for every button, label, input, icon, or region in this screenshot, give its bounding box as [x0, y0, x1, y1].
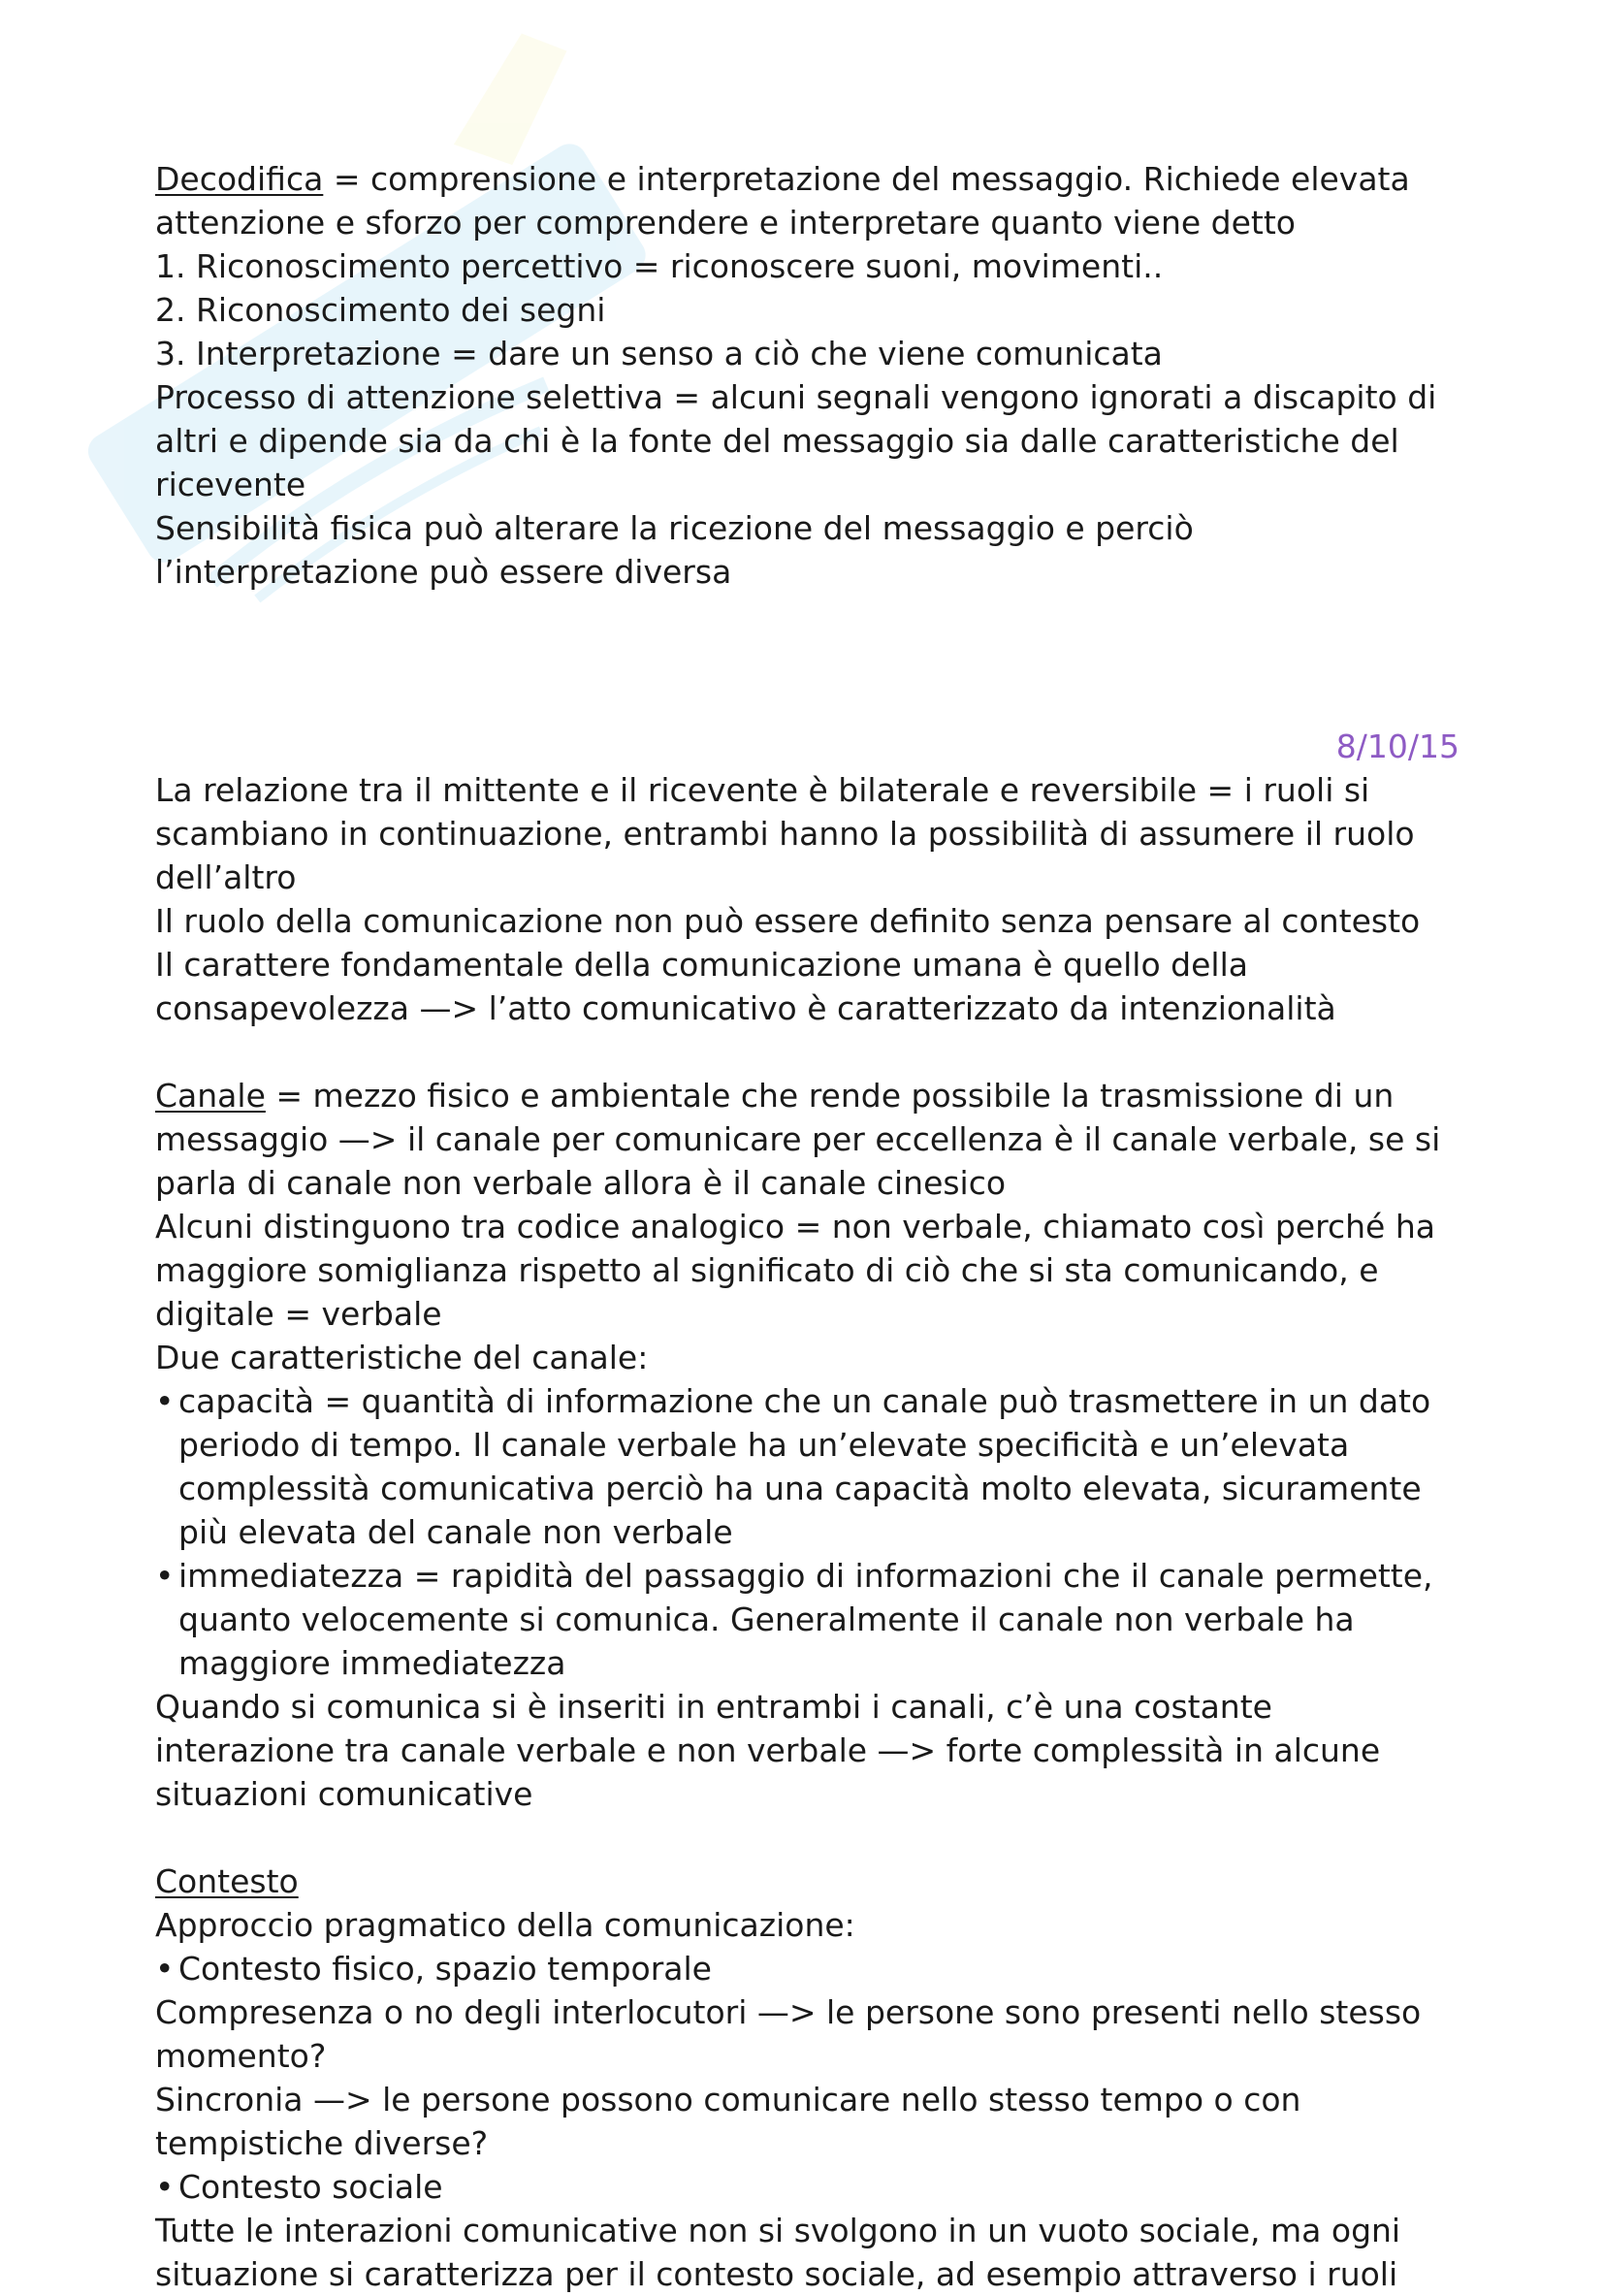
contesto-paragraph	[155, 1859, 1460, 1903]
bullet-immediatezza	[155, 1554, 1460, 1685]
bullet-dot-icon: •	[155, 1557, 175, 1595]
bullet-capacita	[155, 1379, 1460, 1554]
canale-lead: = mezzo fisico e ambientale che rende possibile la trasmissione di un messaggio —> il canale per comunicare per eccellenza è il canale verbale, se si parla di canale non verbale allora è il canale cinesico	[155, 1077, 1441, 1202]
bullet-dot-icon: •	[155, 1950, 175, 1988]
decodifica-line-1: 1. Riconoscimento percettivo = riconoscere suoni, movimenti..	[155, 247, 1164, 285]
compresenza-text: Compresenza o no degli interlocutori —> le persone sono presenti nello stesso momento?	[155, 1993, 1422, 2075]
attenzione-selettiva-text: Processo di attenzione selettiva = alcuni segnali vengono ignorati a discapito di altri e dipende sia da chi è la fonte del messaggio sia dalle caratteristiche del ricevente	[155, 378, 1437, 503]
relazione-text: La relazione tra il mittente e il ricevente è bilaterale e reversibile = i ruoli si scambiano in continuazione, entrambi hanno la possibilità di assumere il ruolo dell’altro	[155, 771, 1415, 896]
decodifica-lead: = comprensione e interpretazione del messaggio. Richiede elevata attenzione e sforzo per comprendere e interpretare quanto viene detto	[155, 160, 1410, 242]
decodifica-line-2: 2. Riconoscimento dei segni	[155, 291, 606, 329]
bullet-immediatezza-text: immediatezza = rapidità del passaggio di informazioni che il canale permette, quanto velocemente si comunica. Generalmente il canale non verbale ha maggiore immediatezza	[178, 1557, 1433, 1682]
canale-closing-text: Quando si comunica si è inseriti in entrambi i canali, c’è una costante interazione tra canale verbale e non verbale —> forte complessità in alcune situazioni comunicative	[155, 1688, 1381, 1813]
approccio-pragmatico-text: Approccio pragmatico della comunicazione:	[155, 1906, 855, 1944]
bullet-contesto-fisico-text: Contesto fisico, spazio temporale	[178, 1950, 712, 1988]
bullet-contesto-sociale-text: Contesto sociale	[178, 2168, 443, 2206]
notes-page	[155, 157, 1460, 2296]
contesto-heading: Contesto	[155, 1862, 299, 1900]
decodifica-paragraph	[155, 157, 1460, 244]
bullet-contesto-sociale	[155, 2165, 1460, 2209]
decodifica-heading: Decodifica	[155, 160, 324, 198]
caratteristiche-canale-text: Due caratteristiche del canale:	[155, 1339, 649, 1376]
note-date: 8/10/15	[1335, 728, 1460, 765]
canale-paragraph	[155, 1074, 1460, 1205]
sensibilita-fisica-text: Sensibilità fisica può alterare la ricezione del messaggio e perciò l’interpretazione può essere diversa	[155, 509, 1194, 591]
interazioni-comunicative-text: Tutte le interazioni comunicative non si svolgono in un vuoto sociale, ma ogni situazione si caratterizza per il contesto sociale, ad esempio attraverso i ruoli	[155, 2212, 1401, 2293]
canale-heading: Canale	[155, 1077, 266, 1115]
decodifica-line-3: 3. Interpretazione = dare un senso a ciò che viene comunicata	[155, 335, 1163, 372]
bullet-dot-icon: •	[155, 1382, 175, 1420]
sincronia-text: Sincronia —> le persone possono comunicare nello stesso tempo o con tempistiche diverse?	[155, 2081, 1301, 2162]
ruolo-comunicazione-text: Il ruolo della comunicazione non può essere definito senza pensare al contesto	[155, 902, 1421, 940]
carattere-fondamentale-text: Il carattere fondamentale della comunicazione umana è quello della consapevolezza —> l’atto comunicativo è caratterizzato da intenzionalità	[155, 946, 1336, 1027]
bullet-contesto-fisico	[155, 1947, 1460, 1990]
bullet-capacita-text: capacità = quantità di informazione che un canale può trasmettere in un dato periodo di tempo. Il canale verbale ha un’elevate specificità e un’elevata complessità comunicativa perciò ha una capacità molto elevata, sicuramente più elevata del canale non verbale	[178, 1382, 1431, 1551]
bullet-dot-icon: •	[155, 2168, 175, 2206]
codice-analogico-text: Alcuni distinguono tra codice analogico = non verbale, chiamato così perché ha maggiore somiglianza rispetto al significato di ciò che si sta comunicando, e digitale = verbale	[155, 1208, 1435, 1333]
